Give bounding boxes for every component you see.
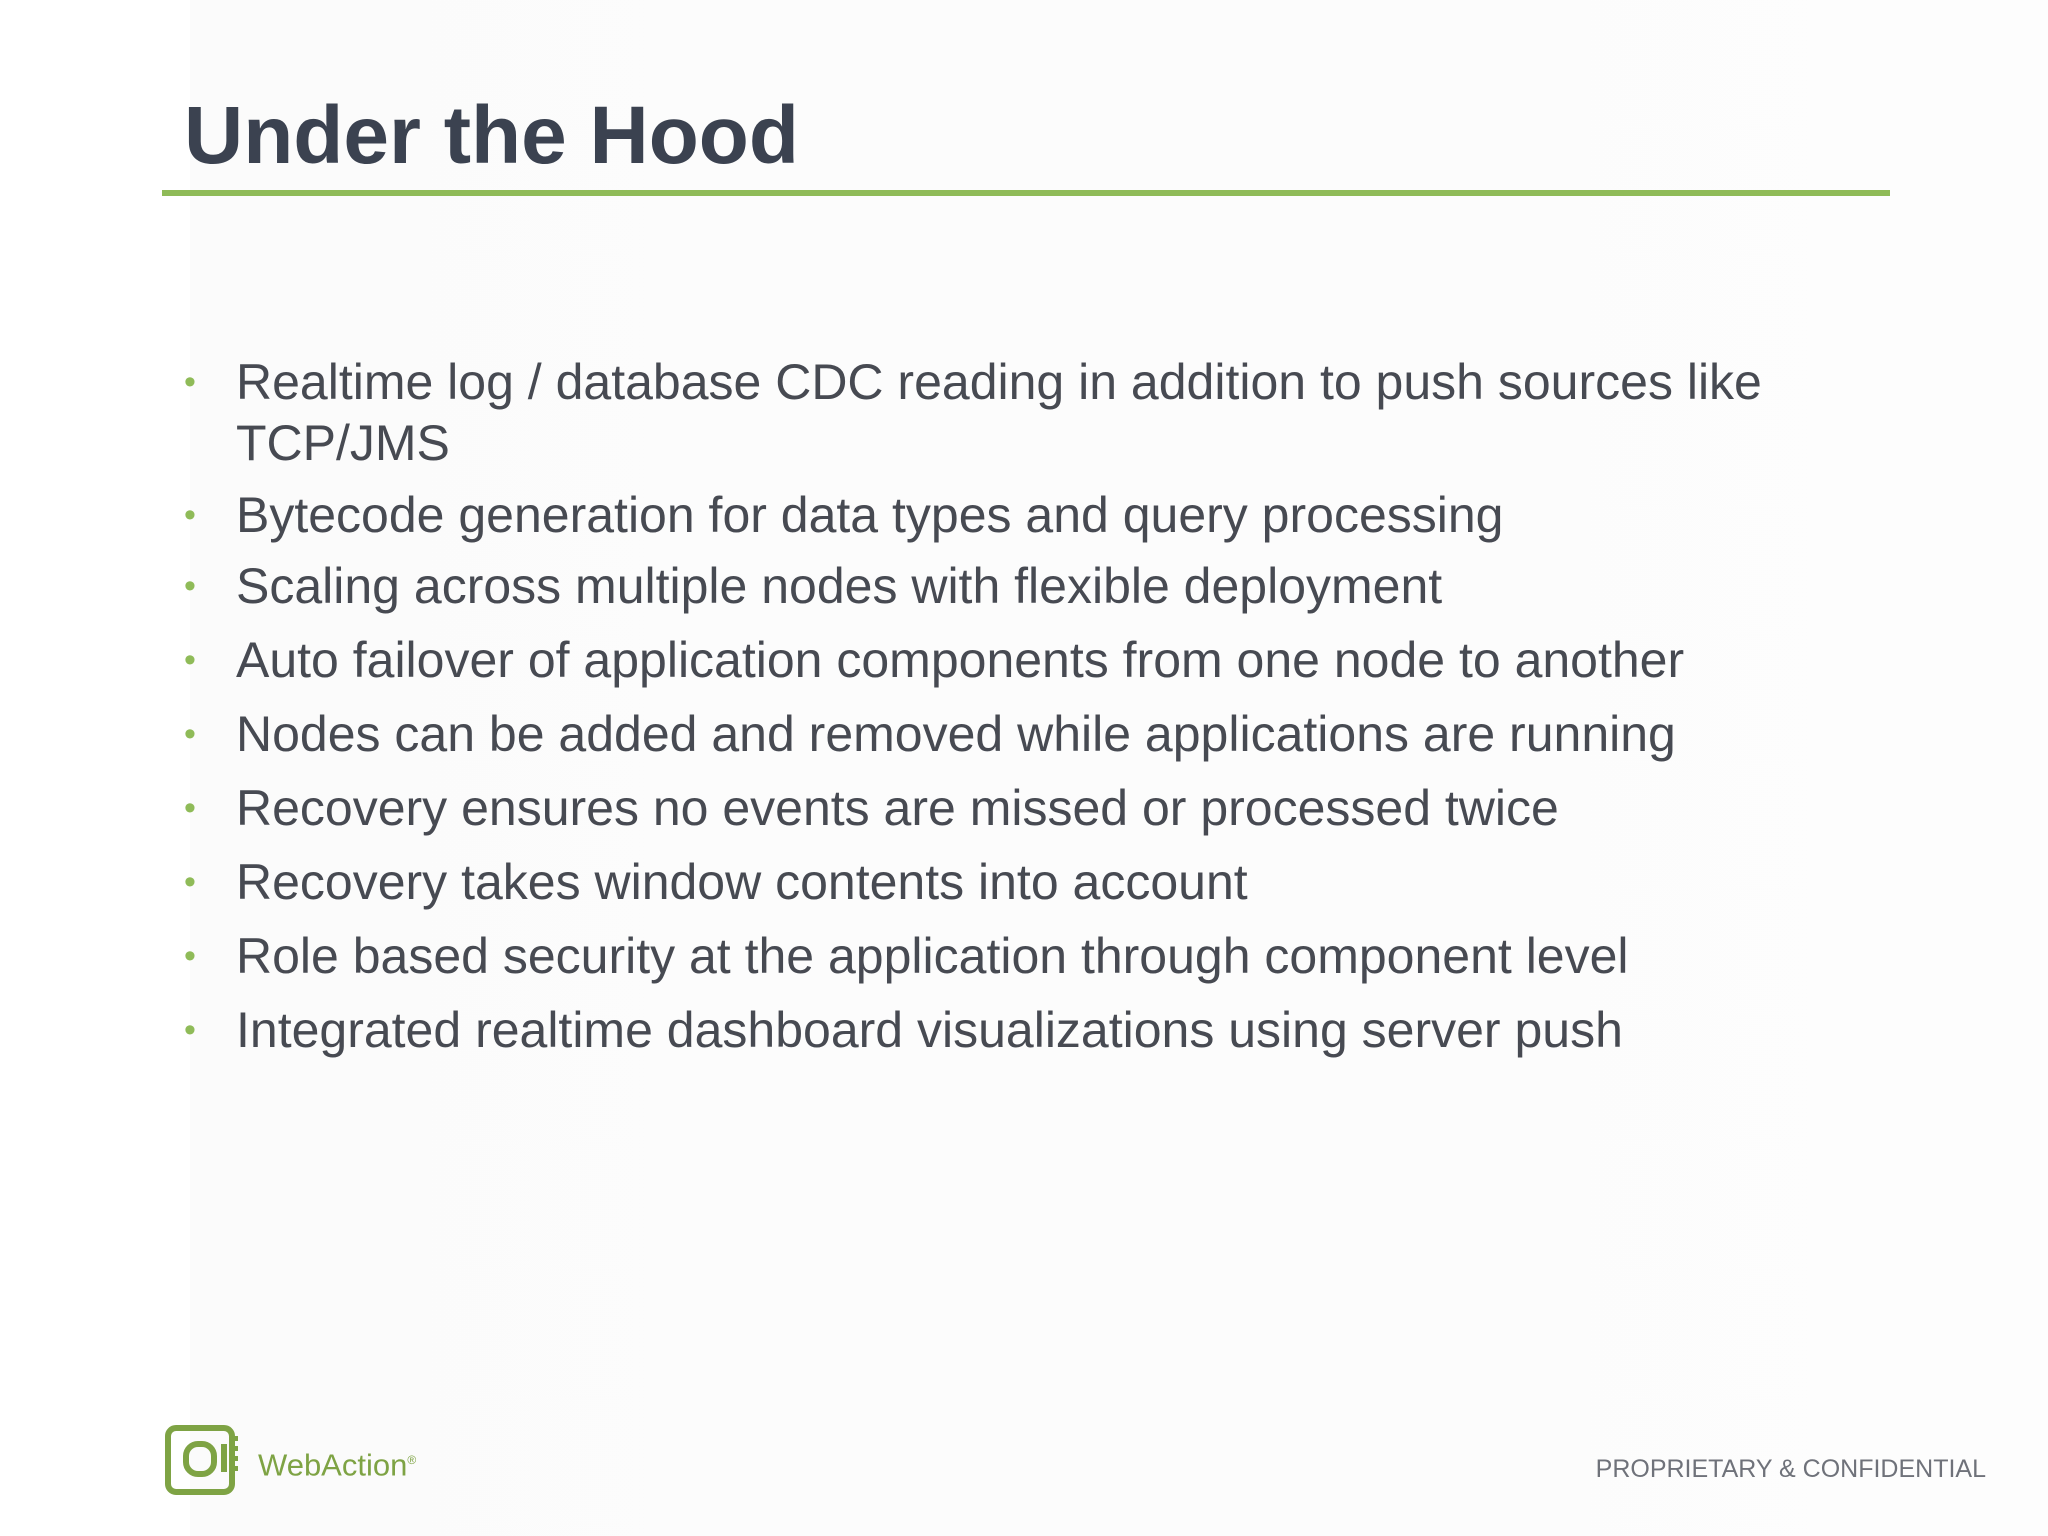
logo-wordmark: WebAction	[258, 1447, 408, 1483]
bullet-item	[184, 1000, 1824, 1061]
bullet-item	[184, 778, 1824, 839]
bullet-dot-icon: •	[184, 1011, 196, 1049]
bullet-item	[184, 630, 1824, 691]
bullet-text: Recovery takes window contents into account	[236, 854, 1248, 910]
bullet-list	[184, 352, 1824, 1074]
bullet-dot-icon: •	[184, 863, 196, 901]
webaction-logo-icon	[164, 1424, 252, 1496]
bullet-dot-icon: •	[184, 567, 196, 605]
bullet-text: Nodes can be added and removed while applications are running	[236, 706, 1676, 762]
bullet-text: Auto failover of application components from one node to another	[236, 632, 1685, 688]
bullet-dot-icon: •	[184, 363, 196, 401]
bullet-dot-icon: •	[184, 789, 196, 827]
bullet-dot-icon: •	[184, 715, 196, 753]
bullet-text: Recovery ensures no events are missed or processed twice	[236, 780, 1559, 836]
bullet-item	[184, 926, 1824, 987]
bullet-dot-icon: •	[184, 496, 196, 534]
bullet-text: Bytecode generation for data types and query processing	[236, 487, 1504, 543]
bullet-text: Integrated realtime dashboard visualizations using server push	[236, 1002, 1623, 1058]
page-title: Under the Hood	[184, 90, 799, 181]
bullet-item	[184, 352, 1824, 474]
bullet-item	[184, 704, 1824, 765]
bullet-text: Scaling across multiple nodes with flexible deployment	[236, 558, 1443, 614]
bullet-dot-icon: •	[184, 937, 196, 975]
title-divider	[162, 190, 1890, 196]
bullet-text: Role based security at the application through component level	[236, 928, 1629, 984]
bullet-item	[184, 852, 1824, 913]
bullet-item	[184, 485, 1824, 546]
bullet-dot-icon: •	[184, 641, 196, 679]
bullet-text: Realtime log / database CDC reading in addition to push sources like TCP/JMS	[236, 354, 1762, 471]
logo-text	[258, 1442, 416, 1483]
bullet-item	[184, 556, 1824, 617]
confidential-note: PROPRIETARY & CONFIDENTIAL	[1595, 1455, 1986, 1483]
brand-logo	[164, 1424, 434, 1496]
registered-mark: ®	[407, 1453, 417, 1467]
